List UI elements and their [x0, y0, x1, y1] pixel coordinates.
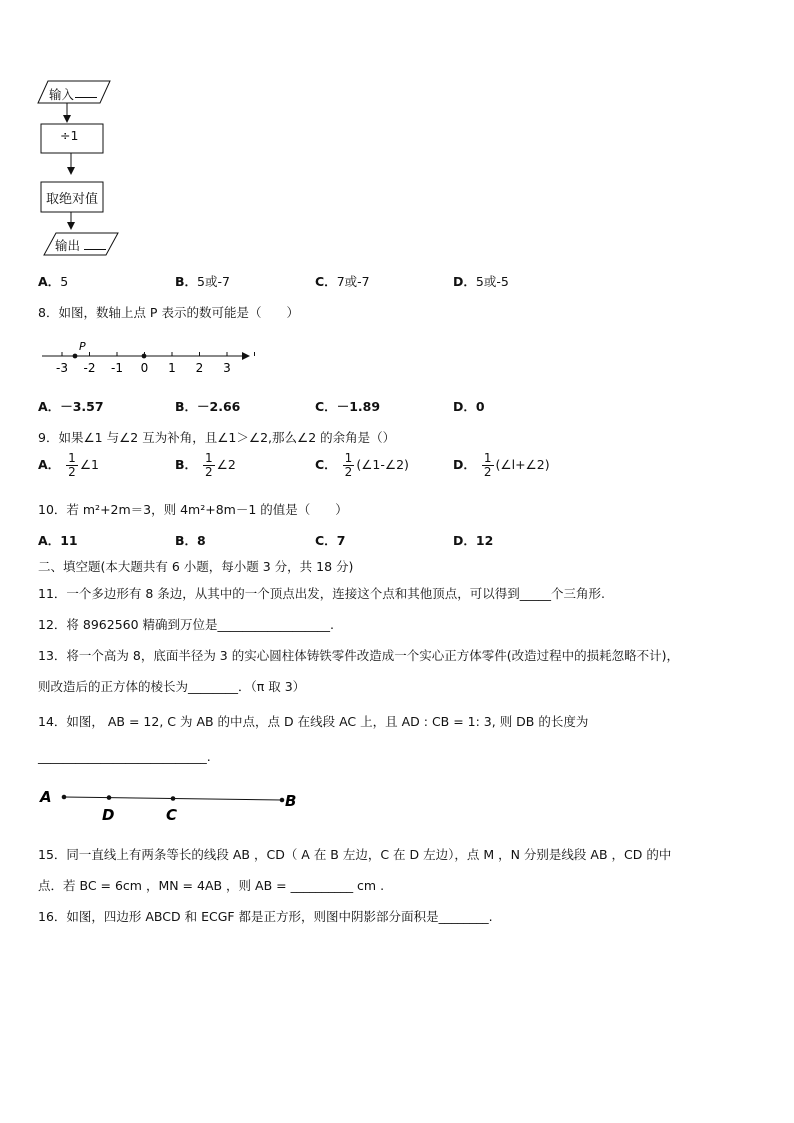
q7-option-b: B．5或-7 — [175, 274, 230, 289]
q9-option-c: C． $\frac{1}{2}$ (∠1-∠2) — [315, 451, 409, 479]
q14-line2: ___________________________. — [38, 749, 211, 764]
axis-arrow-icon — [242, 352, 250, 360]
q10-option-b: B．8 — [175, 533, 206, 548]
q7-option-c: C．7或-7 — [315, 274, 370, 289]
q16: 16．如图，四边形 ABCD 和 ECGF 都是正方形，则图中阴影部分面积是________. — [38, 909, 493, 924]
q9-stem: 9．如果∠1 与∠2 互为补角，且∠1＞∠2,那么∠2 的余角是（） — [38, 430, 396, 445]
q8-option-a: A．－3.57 — [38, 399, 104, 414]
q9-option-a: A． $\frac{1}{2}$ ∠1 — [38, 451, 99, 479]
label-d: D — [102, 806, 115, 824]
tick-label: 3 — [223, 361, 231, 375]
q9-option-b: B． $\frac{1}{2}$ ∠2 — [175, 451, 236, 479]
arrow-icon — [67, 222, 75, 230]
tick-label: -3 — [56, 361, 68, 375]
flow-output-label: 输出 — [55, 238, 81, 253]
point-d — [107, 795, 112, 800]
q13-line1: 13．将一个高为 8，底面半径为 3 的实心圆柱体铸铁零件改造成一个实心正方体零件(改造过程中的损耗忽略不计)， — [38, 648, 679, 663]
point-p — [73, 354, 78, 359]
point-b — [280, 798, 285, 803]
flow-input-label: 输入 — [49, 87, 75, 102]
q13-line2: 则改造后的正方体的棱长为________．（π 取 3） — [38, 679, 306, 694]
q10-option-d: D．12 — [453, 533, 494, 548]
q8-option-c: C．－1.89 — [315, 399, 381, 414]
q7-option-a: A．5 — [38, 274, 69, 289]
q15-line2: 点．若 BC = 6cm ，MN = 4AB ，则 AB = __________ cm . — [38, 878, 385, 893]
q10-stem: 10．若 m²+2m＝3，则 4m²+8m－1 的值是（ ） — [38, 502, 348, 517]
label-a: A — [40, 788, 52, 806]
q8-option-b: B．－2.66 — [175, 399, 241, 414]
point-c — [171, 796, 176, 801]
origin-dot — [142, 354, 147, 359]
label-c: C — [166, 806, 178, 824]
tick-label: -2 — [83, 361, 96, 375]
tick-label: 0 — [140, 361, 149, 375]
q11: 11．一个多边形有 8 条边，从其中的一个顶点出发，连接这个点和其他顶点，可以得到_____个三角形. — [38, 586, 606, 601]
arrow-icon — [63, 115, 71, 123]
q8-stem: 8．如图，数轴上点 P 表示的数可能是（ ） — [38, 305, 299, 320]
label-b: B — [285, 792, 297, 810]
q14-line1: 14．如图， AB = 12, C 为 AB 的中点，点 D 在线段 AC 上，且 AD : CB = 1: 3, 则 DB 的长度为 — [38, 714, 589, 729]
tick-label: 2 — [195, 361, 204, 375]
tick-label: 1 — [168, 361, 176, 375]
section2-heading: 二、填空题(本大题共有 6 小题，每小题 3 分，共 18 分) — [38, 559, 354, 574]
q14-segment-figure — [38, 785, 308, 825]
point-p-label: P — [79, 340, 86, 353]
tick-label: -1 — [111, 361, 123, 375]
arrow-icon — [67, 167, 75, 175]
q12: 12．将 8962560 精确到万位是__________________. — [38, 617, 334, 632]
flow-output-blank — [84, 235, 106, 250]
flow-input-blank — [75, 83, 97, 98]
q10-option-a: A．11 — [38, 533, 78, 548]
q9-option-d: D． $\frac{1}{2}$ (∠l+∠2) — [453, 451, 550, 479]
q8-option-d: D．0 — [453, 399, 485, 414]
q8-number-line — [36, 340, 256, 376]
q7-option-d: D．5或-5 — [453, 274, 509, 289]
point-a — [62, 795, 67, 800]
flow-step1: ÷1 — [60, 128, 79, 143]
flow-step2: 取绝对值 — [46, 192, 99, 207]
q15-line1: 15．同一直线上有两条等长的线段 AB ，CD（ A 在 B 左边，C 在 D 左边），点 M ，N 分别是线段 AB ，CD 的中 — [38, 847, 672, 862]
q10-option-c: C．7 — [315, 533, 346, 548]
